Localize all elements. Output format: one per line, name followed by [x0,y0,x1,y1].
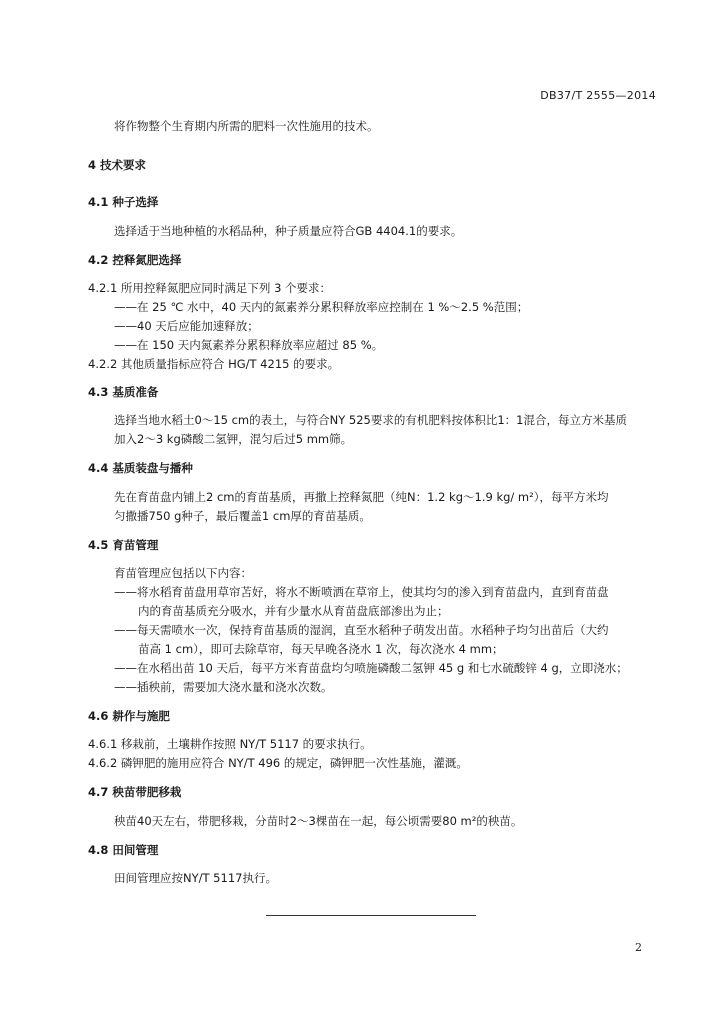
document-number: DB37/T 2555—2014 [540,89,656,102]
text-line: ——将水稻育苗盘用草帘苫好，将水不断喷洒在草帘上，使其均匀的渗入到育苗盘内，直到育苗盘 [114,585,609,599]
text-line: 加入2～3 kg磷酸二氢钾，混匀后过5 mm筛。 [114,432,353,446]
section-heading: 4.3 基质准备 [88,385,159,399]
text-line: 内的育苗基质充分吸水，并有少量水从育苗盘底部渗出为止； [138,604,449,618]
text-line: 4.2.1 所用控释氮肥应同时满足下列 3 个要求： [88,281,332,295]
text-line: 4.6.2 磷钾肥的施用应符合 NY/T 496 的规定，磷钾肥一次性基施，灌溉。 [88,756,468,770]
text-line: ——每天需喷水一次，保持育苗基质的湿润，直至水稻种子萌发出苗。水稻种子均匀出苗后（大约 [114,623,609,637]
text-line: 选择当地水稻土0～15 cm的表土，与符合NY 525要求的有机肥料按体积比1：1混合，每立方米基质 [114,413,627,427]
text-line: 4.2.2 其他质量指标应符合 HG/T 4215 的要求。 [88,357,340,371]
text-line: ——在 150 天内氮素养分累积释放率应超过 85 %。 [114,338,384,352]
text-line: 苗高 1 cm），即可去除草帘，每天早晚各浇水 1 次，每次浇水 4 mm； [138,642,504,656]
text-line: 先在育苗盘内铺上2 cm的育苗基质，再撒上控释氮肥（纯N：1.2 kg～1.9 kg/ m²），每平方米均 [114,490,609,504]
section-heading: 4.8 田间管理 [88,843,159,857]
section-heading: 4 技术要求 [88,158,147,172]
section-heading: 4.4 基质装盘与播种 [88,461,193,475]
text-line: ——在水稻出苗 10 天后，每平方米育苗盘均匀喷施磷酸二氢钾 45 g 和七水硫酸锌 4 g，立即浇水； [114,661,628,675]
text-line: 选择适于当地种植的水稻品种，种子质量应符合GB 4404.1的要求。 [114,224,463,238]
text-line: 育苗管理应包括以下内容： [114,566,252,580]
text-line: 将作物整个生育期内所需的肥料一次性施用的技术。 [114,119,379,133]
end-rule [266,915,476,916]
section-heading: 4.5 育苗管理 [88,538,159,552]
text-line: 4.6.1 移栽前，土壤耕作按照 NY/T 5117 的要求执行。 [88,737,372,751]
page-number: 2 [635,941,642,954]
section-heading: 4.2 控释氮肥选择 [88,253,182,267]
text-line: ——插秧前，需要加大浇水量和浇水次数。 [114,680,333,694]
text-line: ——40 天后应能加速释放； [114,319,259,333]
text-line: 匀撒播750 g种子，最后覆盖1 cm厚的育苗基质。 [114,509,371,523]
section-heading: 4.1 种子选择 [88,195,159,209]
section-heading: 4.7 秧苗带肥移栽 [88,785,182,799]
text-line: ——在 25 ℃ 水中，40 天内的氮素养分累积释放率应控制在 1 %～2.5 %范围； [114,300,529,314]
section-heading: 4.6 耕作与施肥 [88,709,170,723]
text-line: 秧苗40天左右，带肥移栽，分苗时2～3棵苗在一起，每公顷需要80 m²的秧苗。 [114,814,523,828]
text-line: 田间管理应按NY/T 5117执行。 [114,871,277,885]
